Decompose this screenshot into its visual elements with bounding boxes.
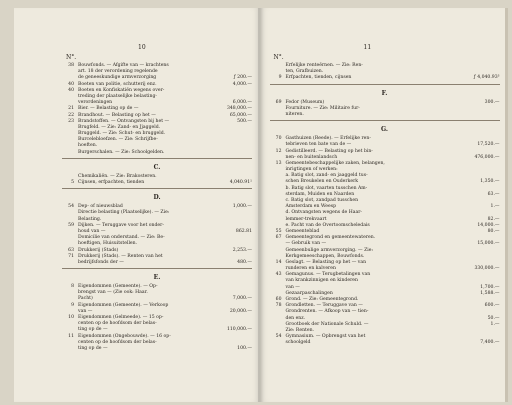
ledger-row	[270, 75, 500, 81]
entry-text: Gedistilleerd. — Belasting op het bin-	[285, 148, 373, 154]
entry-text: Brugfeld. — Zie: Zand- en Jjaggeld.	[78, 124, 161, 130]
entry-number: 78	[275, 303, 282, 309]
entry-text: Domicilie van onderstand. — Zie: Be-	[78, 235, 165, 241]
left-entries	[62, 63, 252, 352]
entry-text: van —	[78, 308, 93, 314]
entry-text: brengst van — (Zie ook: Haar.	[78, 290, 148, 296]
entry-text: c. Batig slot, zandpad tusschen	[285, 198, 359, 203]
entry-text: Geslagt. — Belasting op het — van	[285, 259, 367, 265]
entry-text: Eigendommen (Gemeente). — Verkoop	[78, 302, 169, 308]
entry-text: d. Ontvangsten wegens de Haar-	[285, 210, 362, 216]
entry-text: Grootboek der Nationale Schuld. —	[285, 321, 369, 327]
entry-text: Gasthuizen (Reede). — Erfelijke ren-	[285, 136, 371, 142]
entry-amount: 65,000.—	[229, 112, 252, 118]
entry-amount: 330,000.—	[474, 266, 500, 272]
section-letter: G.	[381, 126, 388, 134]
entry-number: 55	[275, 228, 282, 234]
section-letter: C.	[153, 163, 161, 171]
entry-text: Eigendommen (Gemeente). — Op-	[78, 284, 158, 290]
entry-text: e. Pacht van de Overtoomscheledais	[285, 222, 370, 228]
entry-amount: 1,350.—	[480, 179, 500, 185]
entry-text: Gymnasium. — Opbrengst van het	[285, 334, 366, 340]
entry-text: Dep- of nieuwsblad	[78, 204, 123, 210]
entry-text: tebrieven ten bate van de —	[285, 142, 352, 148]
entry-text: Kerkgemeeschappen, Bouwfonds.	[285, 253, 365, 259]
entry-text: Grond. — Zie: Gemeentegrond.	[285, 297, 359, 302]
section-rule	[270, 120, 500, 122]
entry-text: de geneeskundige armverzorging	[78, 75, 157, 81]
entry-text: den enz.	[285, 315, 306, 321]
entry-amount: 1,588.—	[480, 290, 500, 296]
entry-number: 40	[68, 81, 74, 87]
entry-text: ten, Grafbuizen.	[285, 69, 324, 75]
entry-text: Burcelebloefzen. — Zie: Schrijfbe-	[78, 137, 158, 143]
entry-number: 13	[275, 160, 282, 166]
entry-text: Grondletten. — Teruggave van —	[285, 303, 363, 309]
section-rule	[270, 84, 500, 86]
number-column-label: N°.	[66, 54, 77, 61]
book-fold	[258, 8, 264, 402]
entry-text: — Gebruik van —	[285, 241, 327, 247]
page-number: 10	[138, 44, 146, 51]
entry-text: Zie: Renten.	[285, 327, 315, 333]
entry-text: niteren.	[285, 111, 304, 117]
entry-amount: 80.—	[487, 228, 500, 234]
number-column-label: N°.	[273, 54, 284, 61]
section-rule	[62, 268, 252, 270]
entry-text: Drukkerij (Stads)	[78, 247, 119, 253]
entry-text: runderen en kalveren	[285, 266, 336, 272]
entry-text: hoeften.	[78, 143, 98, 149]
entry-amount: 6,000.—	[232, 100, 252, 106]
entry-text: houd van —	[78, 228, 106, 234]
section-letter: F.	[381, 89, 388, 97]
entry-amount: 63.—	[487, 191, 500, 197]
entry-text: treding der plaatselijke belasting-	[78, 93, 157, 99]
entry-number: 54	[68, 204, 74, 210]
entry-number: 10	[68, 315, 74, 320]
entry-text: Chemikaliën. — Zie: Brakosteren.	[78, 173, 157, 179]
entry-text: Eigendommen (Gelmeede). — 15 op-	[78, 315, 164, 320]
entry-text: schoolgeld	[285, 340, 311, 346]
entry-amount: 4,040.91¹	[229, 180, 252, 185]
ledger-row	[62, 260, 252, 266]
right-page	[260, 8, 509, 402]
entry-number: 67	[275, 235, 282, 241]
entry-text: a. Batig slot, zand- en jaaggeld tus-	[285, 173, 368, 179]
entry-number: 69	[275, 99, 282, 105]
section-rule	[62, 188, 252, 190]
entry-amount: 300.—	[484, 99, 500, 105]
entry-text: ting op de —	[78, 345, 108, 351]
entry-text: Gemeenbulige armverzorging. — Zie:	[285, 247, 373, 253]
ledger-row	[270, 112, 500, 118]
entry-amount: 600.—	[484, 303, 500, 309]
entry-text: Drukkerij (Stads). — Renten van het	[78, 253, 163, 259]
entry-text: bedrijfsfonds der —	[78, 259, 124, 265]
entry-text: Gemeenteblad	[285, 228, 320, 234]
page-number: 11	[363, 44, 372, 51]
section-rule	[62, 158, 252, 160]
entry-amount: 2,253.—	[232, 247, 252, 253]
entry-text: Cijnsen, erfpachten, tienden	[78, 180, 145, 185]
entry-text: Fourniture. — Zie: Militaire fur-	[285, 105, 360, 111]
entry-number: 14	[275, 259, 282, 265]
entry-amount: 1.—	[490, 321, 500, 327]
entry-text: nen- en buitenlandsch	[285, 154, 338, 160]
entry-text: Gemeentebeschappelijke zaken, belangen,	[285, 160, 385, 166]
entry-number: 23	[68, 118, 74, 124]
entry-number: 43	[275, 272, 282, 278]
entry-number: 22	[68, 112, 74, 118]
section-letter: D.	[153, 194, 161, 202]
entry-text: Gemeentegrond en gemeentewateren.	[285, 235, 376, 241]
entry-amount: 15,000.—	[477, 241, 500, 247]
entry-number: 9	[71, 302, 74, 308]
entry-number: 60	[275, 297, 282, 302]
entry-number: 9	[278, 75, 282, 81]
entry-text: Bier. — Belasting op de —	[78, 106, 139, 112]
entry-number: 59	[68, 222, 74, 228]
entry-text: Boeten en Konfiskatiën wegens over-	[78, 87, 165, 93]
entry-text: Bouwfonds. — Afgifte van — krachtens	[78, 63, 169, 68]
entry-text: Erfpachten, tienden, cijnsen	[285, 75, 352, 81]
entry-text: Burgerschalen. — Zie: Schoolgelden.	[78, 149, 165, 155]
entry-text: inrigtingen of werken:	[285, 167, 338, 173]
entry-number: 5	[71, 180, 74, 185]
entry-number: 8	[71, 284, 74, 290]
entry-text: Erfelijke renteërnen. — Zie: Ren-	[285, 63, 363, 68]
entry-amount: 50.—	[487, 315, 500, 321]
entry-amount: 14,000.—	[477, 222, 500, 228]
entry-number: 21	[68, 106, 74, 112]
entry-text: van —	[285, 284, 300, 290]
entry-number: 40	[68, 87, 74, 93]
entry-text: ting op de —	[78, 327, 108, 333]
entry-amount: 17,520.—	[477, 142, 500, 148]
entry-amount: 862.81	[235, 228, 252, 234]
entry-text: schen Breukelen en Ouderkerk	[285, 179, 359, 185]
entry-text: Amsterdam en Weesp	[285, 204, 337, 210]
entry-amount: 500.—	[237, 118, 252, 124]
section-letter: E.	[153, 274, 161, 282]
entry-number: 70	[275, 136, 282, 142]
entry-number: 11	[68, 333, 74, 339]
entry-text: Brandstoffen. — Ontvangsten bij het —	[78, 118, 170, 124]
entry-amount: 348,000.—	[226, 106, 252, 112]
entry-amount: 476,000.—	[474, 154, 500, 160]
entry-amount: 1,700.—	[480, 284, 500, 290]
right-entries	[270, 63, 500, 347]
entry-number: 12	[275, 148, 282, 154]
entry-text: Boeten van politie, schutterij enz.	[78, 81, 157, 87]
entry-text: Grondrenten. — Afkoop van — tien-	[285, 309, 369, 315]
entry-amount: 7,400.—	[480, 340, 500, 346]
entry-text: Eigendommen (Ongebouwde). — 16 op-	[78, 333, 171, 339]
entry-text: Directie belasting (Plaatselijke). — Zie:	[78, 210, 170, 216]
entry-amount: 100.—	[237, 345, 252, 351]
entry-text: Pacht)	[78, 296, 93, 302]
ledger-row	[62, 180, 252, 186]
entry-amount: 110,000.—	[226, 327, 252, 333]
entry-text: centen op de hoofdsom der belas-	[78, 339, 157, 345]
entry-amount: 480.—	[237, 259, 252, 265]
ledger-row	[62, 150, 252, 156]
entry-text: Bruggeld. — Zie: Schut- en bruggeld.	[78, 131, 166, 137]
entry-amount: ƒ 4,040.93³	[474, 75, 500, 81]
entry-amount: 20,000.—	[229, 308, 252, 314]
entry-amount: ƒ 200.—	[234, 75, 252, 81]
entry-number: 38	[68, 63, 74, 68]
entry-text: lemmer-trekvaart	[285, 216, 327, 222]
entry-amount: 1,000.—	[232, 204, 252, 210]
ledger-row	[270, 340, 500, 346]
entry-amount: 1.—	[490, 204, 500, 210]
entry-text: Brandhout. — Belasting op het —	[78, 112, 156, 118]
entry-text: Gemagunus. — Terugbetalingen van	[285, 272, 371, 278]
entry-text: verordeningen	[78, 100, 113, 106]
entry-text: Fedor (Museum)	[285, 99, 325, 105]
entry-text: art. 18 der verordening regelende	[78, 69, 158, 75]
entry-text: b. Batig slot, vaarten tusschen Am-	[285, 185, 368, 191]
entry-number: 63	[68, 247, 74, 253]
entry-text: centen op de hoofdsom der belas-	[78, 321, 157, 327]
entry-text: van krankzinnigen en kinderen	[285, 278, 358, 284]
entry-amount: 82.—	[487, 216, 500, 222]
entry-number: 71	[68, 253, 74, 259]
ledger-row	[62, 346, 252, 352]
entry-text: Belasting.	[78, 216, 102, 222]
left-page	[14, 8, 260, 402]
entry-amount: 7,000.—	[232, 296, 252, 302]
entry-text: sterdam, Muiden en Naarden	[285, 191, 355, 197]
entry-text: Dijken. — Teruggave voor het onder-	[78, 222, 164, 228]
entry-text: hoeftigen, Huisuitstellen.	[78, 241, 138, 247]
entry-number: 54	[275, 334, 282, 340]
entry-amount: 4,000.—	[232, 81, 252, 87]
entry-text: Gezaarpaschalingen	[285, 290, 333, 296]
